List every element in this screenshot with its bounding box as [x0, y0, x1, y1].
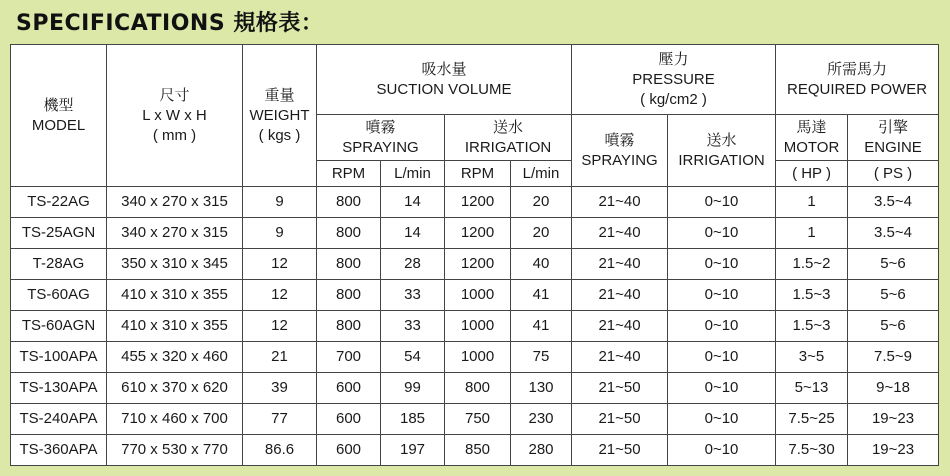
header-size	[107, 45, 243, 187]
header-size-unit: ( mm )	[152, 126, 197, 144]
cell-pressure-irrigation: 0~10	[668, 311, 776, 342]
header-engine	[848, 115, 939, 161]
cell-model: TS-360APA	[11, 435, 107, 466]
cell-spray-rpm: 800	[317, 311, 381, 342]
header-pressure-unit: ( kg/cm2 )	[640, 90, 707, 108]
cell-motor-hp: 1.5~2	[776, 249, 848, 280]
header-size-en: L x W x H	[142, 106, 207, 124]
header-power	[776, 45, 939, 115]
cell-irr-lmin: 41	[511, 280, 572, 311]
cell-pressure-spraying: 21~40	[572, 187, 668, 218]
cell-motor-hp: 1.5~3	[776, 311, 848, 342]
header-irrigation-zh: 送水	[493, 118, 524, 136]
cell-spray-rpm: 800	[317, 218, 381, 249]
header-pressure-en: PRESSURE	[632, 70, 715, 88]
page-title: SPECIFICATIONS 規格表：	[16, 11, 324, 36]
header-pressure-irrigation	[668, 115, 776, 187]
cell-irr-rpm: 1200	[445, 218, 511, 249]
cell-pressure-irrigation: 0~10	[668, 373, 776, 404]
cell-irr-lmin: 20	[511, 218, 572, 249]
cell-motor-hp: 7.5~25	[776, 404, 848, 435]
cell-model: TS-130APA	[11, 373, 107, 404]
header-weight-zh: 重量	[264, 86, 295, 104]
header-suction-irrigation	[445, 115, 572, 161]
header-pressure-spraying	[572, 115, 668, 187]
cell-model: TS-22AG	[11, 187, 107, 218]
cell-irr-rpm: 1000	[445, 342, 511, 373]
cell-engine-ps: 5~6	[848, 249, 939, 280]
header-engine-en: ENGINE	[864, 138, 922, 156]
cell-spray-rpm: 800	[317, 249, 381, 280]
header-engine-zh: 引擎	[878, 118, 909, 136]
table-row	[11, 404, 939, 435]
cell-motor-hp: 1.5~3	[776, 280, 848, 311]
cell-weight: 9	[243, 187, 317, 218]
cell-size: 340 x 270 x 315	[107, 187, 243, 218]
cell-pressure-spraying: 21~40	[572, 249, 668, 280]
cell-spray-lmin: 28	[381, 249, 445, 280]
cell-engine-ps: 19~23	[848, 404, 939, 435]
cell-pressure-irrigation: 0~10	[668, 249, 776, 280]
cell-spray-rpm: 800	[317, 187, 381, 218]
header-spraying-rpm: RPM	[317, 161, 381, 187]
header-spraying-zh: 噴霧	[365, 118, 396, 136]
cell-spray-lmin: 185	[381, 404, 445, 435]
header-spraying-lmin: L/min	[381, 161, 445, 187]
header-pressure-irrigation-en: IRRIGATION	[678, 151, 765, 169]
table-row	[11, 342, 939, 373]
cell-size: 410 x 310 x 355	[107, 311, 243, 342]
cell-pressure-irrigation: 0~10	[668, 280, 776, 311]
cell-spray-lmin: 14	[381, 187, 445, 218]
cell-engine-ps: 5~6	[848, 311, 939, 342]
cell-model: TS-100APA	[11, 342, 107, 373]
header-model	[11, 45, 107, 187]
cell-size: 610 x 370 x 620	[107, 373, 243, 404]
header-irrigation-lmin: L/min	[511, 161, 572, 187]
cell-irr-lmin: 280	[511, 435, 572, 466]
table-row	[11, 311, 939, 342]
cell-size: 710 x 460 x 700	[107, 404, 243, 435]
cell-irr-rpm: 1000	[445, 311, 511, 342]
header-pressure-irrigation-zh: 送水	[706, 131, 737, 149]
cell-motor-hp: 5~13	[776, 373, 848, 404]
cell-model: TS-25AGN	[11, 218, 107, 249]
cell-engine-ps: 19~23	[848, 435, 939, 466]
spec-table	[10, 44, 939, 466]
header-pressure-spraying-zh: 噴霧	[604, 131, 635, 149]
header-motor-unit: ( HP )	[776, 161, 848, 187]
cell-pressure-spraying: 21~40	[572, 280, 668, 311]
header-suction	[317, 45, 572, 115]
header-size-zh: 尺寸	[159, 86, 190, 104]
spec-table-body	[11, 187, 939, 466]
cell-spray-lmin: 54	[381, 342, 445, 373]
cell-irr-lmin: 41	[511, 311, 572, 342]
cell-pressure-irrigation: 0~10	[668, 404, 776, 435]
header-pressure	[572, 45, 776, 115]
cell-motor-hp: 1	[776, 218, 848, 249]
cell-weight: 86.6	[243, 435, 317, 466]
cell-pressure-spraying: 21~50	[572, 435, 668, 466]
table-row	[11, 435, 939, 466]
cell-motor-hp: 3~5	[776, 342, 848, 373]
cell-engine-ps: 5~6	[848, 280, 939, 311]
table-row	[11, 249, 939, 280]
header-weight-unit: ( kgs )	[258, 126, 301, 144]
cell-spray-lmin: 33	[381, 280, 445, 311]
cell-spray-lmin: 99	[381, 373, 445, 404]
cell-size: 770 x 530 x 770	[107, 435, 243, 466]
cell-weight: 9	[243, 218, 317, 249]
cell-irr-lmin: 40	[511, 249, 572, 280]
cell-pressure-spraying: 21~40	[572, 218, 668, 249]
cell-size: 350 x 310 x 345	[107, 249, 243, 280]
cell-spray-rpm: 800	[317, 280, 381, 311]
header-motor	[776, 115, 848, 161]
header-weight	[243, 45, 317, 187]
header-engine-unit: ( PS )	[848, 161, 939, 187]
cell-spray-lmin: 33	[381, 311, 445, 342]
cell-pressure-irrigation: 0~10	[668, 187, 776, 218]
cell-engine-ps: 3.5~4	[848, 187, 939, 218]
header-suction-zh: 吸水量	[421, 60, 467, 78]
cell-size: 340 x 270 x 315	[107, 218, 243, 249]
cell-weight: 12	[243, 311, 317, 342]
cell-model: TS-60AGN	[11, 311, 107, 342]
cell-weight: 12	[243, 249, 317, 280]
cell-motor-hp: 7.5~30	[776, 435, 848, 466]
cell-spray-rpm: 600	[317, 373, 381, 404]
cell-pressure-spraying: 21~40	[572, 311, 668, 342]
cell-irr-lmin: 75	[511, 342, 572, 373]
cell-irr-rpm: 800	[445, 373, 511, 404]
header-irrigation-rpm: RPM	[445, 161, 511, 187]
header-power-zh: 所需馬力	[827, 60, 888, 78]
cell-irr-rpm: 1200	[445, 249, 511, 280]
header-power-en: REQUIRED POWER	[787, 80, 928, 98]
cell-pressure-spraying: 21~50	[572, 404, 668, 435]
cell-irr-rpm: 1200	[445, 187, 511, 218]
cell-engine-ps: 7.5~9	[848, 342, 939, 373]
cell-spray-rpm: 700	[317, 342, 381, 373]
cell-pressure-spraying: 21~50	[572, 373, 668, 404]
table-row	[11, 373, 939, 404]
table-row	[11, 280, 939, 311]
cell-irr-rpm: 1000	[445, 280, 511, 311]
header-irrigation-en: IRRIGATION	[464, 138, 552, 156]
cell-engine-ps: 3.5~4	[848, 218, 939, 249]
cell-weight: 12	[243, 280, 317, 311]
cell-spray-lmin: 14	[381, 218, 445, 249]
header-motor-zh: 馬達	[796, 118, 827, 136]
cell-weight: 21	[243, 342, 317, 373]
header-weight-en: WEIGHT	[249, 106, 310, 124]
header-suction-en: SUCTION VOLUME	[376, 80, 512, 98]
cell-weight: 39	[243, 373, 317, 404]
header-spraying-en: SPRAYING	[342, 138, 419, 156]
cell-model: TS-60AG	[11, 280, 107, 311]
cell-size: 455 x 320 x 460	[107, 342, 243, 373]
cell-pressure-irrigation: 0~10	[668, 218, 776, 249]
cell-pressure-irrigation: 0~10	[668, 435, 776, 466]
header-suction-spraying	[317, 115, 445, 161]
cell-model: TS-240APA	[11, 404, 107, 435]
cell-motor-hp: 1	[776, 187, 848, 218]
cell-pressure-spraying: 21~40	[572, 342, 668, 373]
cell-size: 410 x 310 x 355	[107, 280, 243, 311]
cell-irr-rpm: 850	[445, 435, 511, 466]
cell-irr-lmin: 230	[511, 404, 572, 435]
cell-pressure-irrigation: 0~10	[668, 342, 776, 373]
header-model-zh: 機型	[43, 96, 74, 114]
cell-spray-rpm: 600	[317, 435, 381, 466]
cell-irr-rpm: 750	[445, 404, 511, 435]
cell-spray-rpm: 600	[317, 404, 381, 435]
header-motor-en: MOTOR	[783, 138, 840, 156]
cell-irr-lmin: 20	[511, 187, 572, 218]
header-pressure-spraying-en: SPRAYING	[581, 151, 658, 169]
table-row	[11, 218, 939, 249]
cell-model: T-28AG	[11, 249, 107, 280]
cell-weight: 77	[243, 404, 317, 435]
cell-irr-lmin: 130	[511, 373, 572, 404]
table-row	[11, 187, 939, 218]
cell-spray-lmin: 197	[381, 435, 445, 466]
cell-engine-ps: 9~18	[848, 373, 939, 404]
header-model-en: MODEL	[31, 116, 86, 134]
header-pressure-zh: 壓力	[658, 50, 689, 68]
